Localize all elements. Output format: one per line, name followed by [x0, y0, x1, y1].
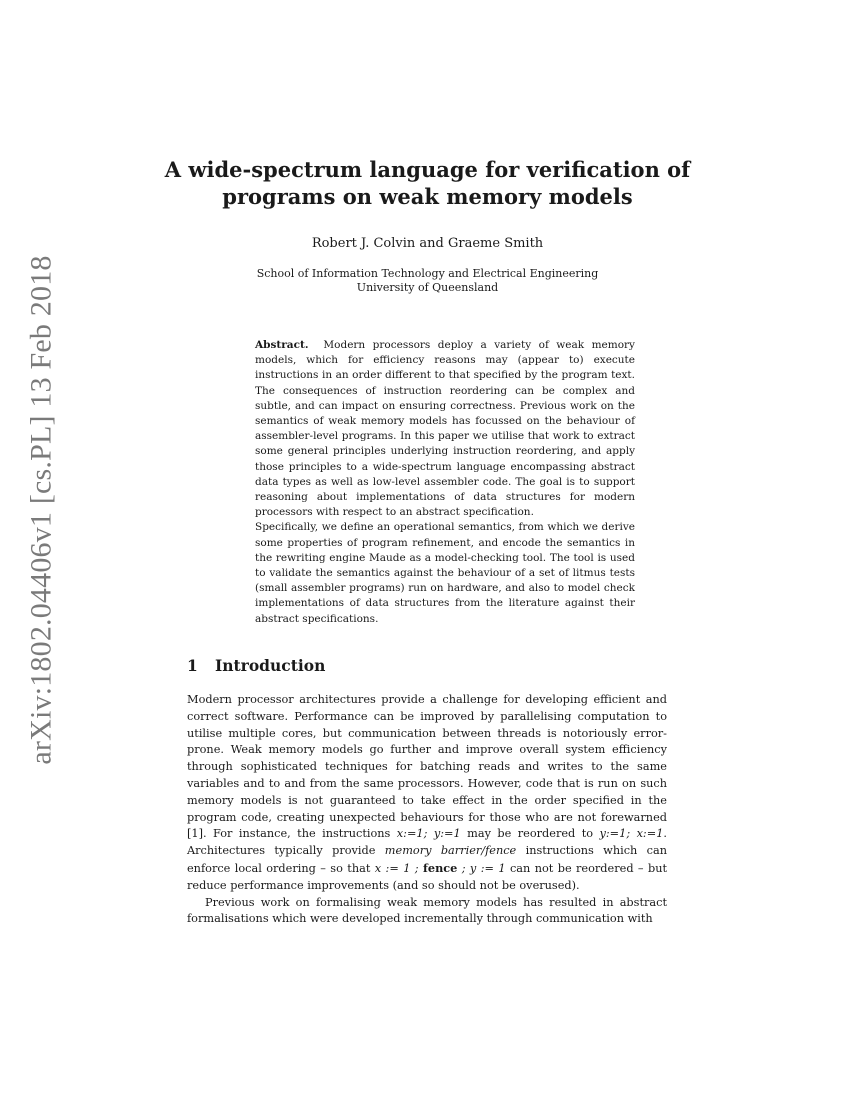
intro-text-d: instructions which can enforce local ordering – so that	[187, 844, 667, 875]
emphasis-memory-barrier: memory barrier/fence	[384, 844, 517, 858]
affiliation	[150, 267, 705, 295]
abstract	[255, 338, 635, 627]
intro-paragraph-1	[187, 692, 667, 895]
section-number: 1	[187, 656, 198, 675]
intro-paragraph-2: Previous work on formalising weak memory models has resulted in abstract formalisations which were developed incrementally through communication with	[187, 895, 667, 926]
arxiv-identifier: arXiv:1802.04406v1 [cs.PL] 13 Feb 2018	[25, 255, 59, 765]
section-title: Introduction	[215, 656, 326, 675]
abstract-paragraph-1	[255, 338, 635, 520]
affiliation-line-2: University of Queensland	[356, 281, 499, 294]
intro-text-a: Modern processor architectures provide a challenge for developing efficient and correct software. Performance can be improved by parallelising computation to utilise multiple cores, but communication between threads is notoriously error-prone. Weak memory models go further and improve overall system efficiency through sophisticated techniques for batching reads and writes to the same variables and to and from the same processors. However, code that is run on such memory models is not guaranteed to take effect in the order specified in the program code, creating unexpected behaviours for those who are not forewarned [1]. For instance, the instructions	[187, 693, 667, 841]
paper-title	[150, 156, 705, 210]
fence-keyword: fence	[423, 860, 458, 875]
abstract-paragraph-2: Specifically, we define an operational semantics, from which we derive some properties of program refinement, and encode the semantics in the rewriting engine Maude as a model-checking tool. The tool is used to validate the semantics against the behaviour of a set of litmus tests (small assembler programs) run on hardware, and also to model check implementations of data structures from the literature against their abstract specifications.	[255, 521, 635, 625]
code-sequence-3a: x := 1 ;	[374, 861, 424, 875]
abstract-text-1: Modern processors deploy a variety of weak memory models, which for efficiency reasons may (appear to) execute instructions in an order different to that specified by the program text. The consequences of instruction reordering can be complex and subtle, and can impact on ensuring correctness. Previous work on the semantics of weak memory models has focussed on the behaviour of assembler-level programs. In this paper we utilise that work to extract some general principles underlying instruction reordering, and apply those principles to a wide-spectrum language encompassing abstract data types as well as low-level assembler code. The goal is to support reasoning about implementations of data structures for modern processors with respect to an abstract specification.	[255, 339, 635, 519]
code-sequence-3b: ; y := 1	[457, 861, 506, 875]
abstract-label: Abstract.	[255, 339, 309, 351]
authors: Robert J. Colvin and Graeme Smith	[311, 236, 544, 251]
intro-text-e: can not be reordered – but reduce performance improvements (and so should not be overused).	[187, 861, 668, 892]
affiliation-line-1: School of Information Technology and Electrical Engineering	[256, 267, 599, 280]
introduction-body	[187, 692, 667, 928]
intro-text-b: may be reordered to	[460, 827, 600, 841]
code-sequence-1: x:=1; y:=1	[396, 827, 461, 841]
section-heading	[187, 656, 667, 675]
title-line-1: A wide-spectrum language for verification of	[164, 157, 691, 182]
intro-text-c: . Architectures typically provide	[187, 827, 667, 858]
code-sequence-2: y:=1; x:=1	[599, 827, 664, 841]
title-line-2: programs on weak memory models	[222, 184, 633, 209]
arxiv-identifier-stamp	[24, 255, 60, 765]
